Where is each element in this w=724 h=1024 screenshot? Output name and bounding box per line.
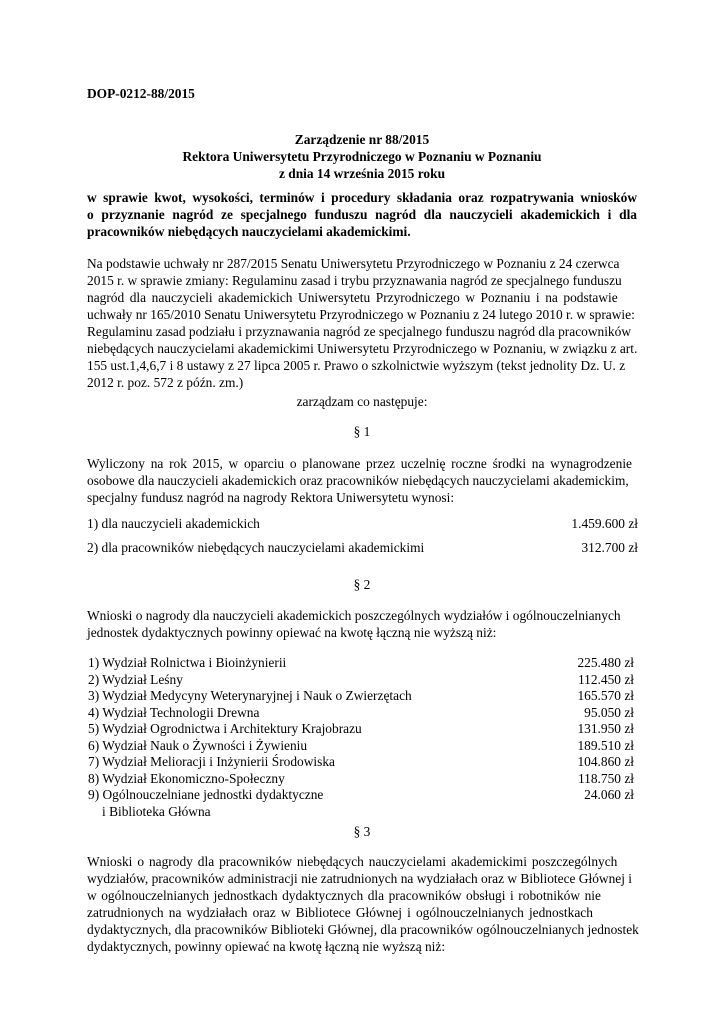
subject-line: pracowników niebędących nauczycielami akademickimi. [87, 224, 411, 239]
faculty-amount: 104.860 zł [577, 754, 634, 769]
fund-label: 2) dla pracowników niebędących nauczycielami akademickimi [87, 540, 425, 555]
fund-row [87, 539, 638, 556]
preamble-line: nagród dla nauczycieli akademickich Uniwersytetu Przyrodniczego w Poznaniu i na podstawie [87, 290, 618, 305]
faculty-amount: 112.450 zł [577, 671, 634, 687]
faculty-amount: 225.480 zł [577, 655, 634, 670]
preamble-line: uchwały nr 165/2010 Senatu Uniwersytetu Przyrodniczego w Poznaniu z 24 lutego 2010 r. w sprawie: [87, 307, 635, 322]
subject-line: o przyznanie nagród ze specjalnego funduszu nagród dla nauczycieli akademickich i dla [87, 207, 637, 222]
fund-amount: 312.700 zł [581, 540, 638, 555]
faculty-amount: 165.570 zł [577, 688, 634, 703]
faculty-row [88, 753, 634, 770]
faculty-label-continuation: i Biblioteka Główna [102, 803, 211, 819]
preamble-line: 155 ust.1,4,6,7 i 8 ustawy z 27 lipca 2005 r. Prawo o szkolnictwie wyższym (tekst jednolity Dz. U. z [87, 358, 626, 373]
paragraph-line: osobowe dla nauczycieli akademickich oraz pracowników niebędących nauczycielami akademickim, [87, 473, 629, 488]
subject-line: w sprawie kwot, wysokości, terminów i procedury składania oraz rozpatrywania wniosków [87, 190, 637, 205]
paragraph-line: jednostek dydaktycznych powinny opiewać na kwotę łączną nie wyższą niż: [87, 625, 497, 640]
faculty-label: 5) Wydział Ogrodnictwa i Architektury Krajobrazu [88, 721, 362, 736]
faculty-row [88, 720, 634, 737]
faculty-row [88, 687, 634, 704]
paragraph-line: Wyliczony na rok 2015, w oparciu o planowane przez uczelnię roczne środki na wynagrodzenie [87, 456, 632, 471]
paragraph-line: Wnioski o nagrody dla nauczycieli akademickich poszczególnych wydziałów i ogólnouczelnianych [87, 608, 621, 623]
title-line: z dnia 14 września 2015 roku [278, 166, 446, 181]
faculty-row [88, 786, 634, 803]
preamble-line: niebędących nauczycielami akademickimi Uniwersytetu Przyrodniczego w Poznaniu, w związku z art. [87, 341, 638, 356]
faculty-label: 7) Wydział Melioracji i Inżynierii Środowiska [88, 754, 335, 769]
paragraph-line: dydaktycznych, dla pracowników Biblioteki Głównej, dla pracowników ogólnouczelnianych jednostek [87, 922, 639, 937]
faculty-amount: 95.050 zł [584, 704, 634, 720]
fund-label: 1) dla nauczycieli akademickich [87, 516, 260, 531]
paragraph-line: specjalny fundusz nagród na nagrody Rektora Uniwersytetu wynosi: [87, 490, 455, 505]
faculty-label: 1) Wydział Rolnictwa i Bioinżynierii [88, 655, 287, 670]
title-line: Rektora Uniwersytetu Przyrodniczego w Poznaniu w Poznaniu [182, 149, 542, 164]
faculty-amount: 118.750 zł [577, 770, 634, 786]
section-1-heading: § 1 [353, 424, 371, 439]
faculty-amount: 189.510 zł [577, 737, 634, 753]
paragraph-line: wydziałów, pracowników administracji nie zatrudnionych na wydziałach oraz w Bibliotece Głównej i [87, 871, 632, 886]
paragraph-line: zatrudnionych na wydziałach oraz w Bibliotece Głównej i ogólnouczelnianych jednostkach [87, 905, 593, 920]
section-3-heading: § 3 [353, 824, 371, 839]
preamble [87, 255, 637, 391]
section-1-text [87, 455, 637, 506]
preamble-line: Regulaminu zasad podziału i przyznawania nagród ze specjalnego funduszu nagród dla pracowników [87, 324, 631, 339]
faculty-label: 2) Wydział Leśny [88, 671, 183, 687]
document-number: DOP-0212-88/2015 [87, 86, 195, 101]
document-subject [87, 189, 637, 240]
fund-row [87, 515, 638, 532]
faculty-amount: 24.060 zł [584, 787, 634, 802]
paragraph-line: w ogólnouczelnianych jednostkach dydaktycznych dla pracowników obsługi i robotników nie [87, 888, 601, 903]
faculty-row [88, 737, 634, 754]
order-phrase: zarządzam co następuje: [296, 394, 428, 409]
faculty-row [88, 770, 634, 787]
section-3-text [87, 853, 637, 955]
fund-amount: 1.459.600 zł [571, 516, 638, 531]
faculty-row [88, 654, 634, 671]
faculty-label: 9) Ogólnouczelniane jednostki dydaktyczne [88, 787, 324, 802]
faculty-label: 4) Wydział Technologii Drewna [88, 704, 260, 720]
section-2-text [87, 607, 637, 641]
preamble-line: 2012 r. poz. 572 z późn. zm.) [87, 375, 244, 390]
faculty-list [88, 654, 634, 819]
faculty-label: 8) Wydział Ekonomiczno-Społeczny [88, 770, 285, 786]
paragraph-line: dydaktycznych, powinny opiewać na kwotę łączną nie wyższą niż: [87, 939, 446, 954]
faculty-row [88, 671, 634, 688]
faculty-label: 6) Wydział Nauk o Żywności i Żywieniu [88, 737, 308, 753]
faculty-row [88, 704, 634, 721]
preamble-line: Na podstawie uchwały nr 287/2015 Senatu Uniwersytetu Przyrodniczego w Poznaniu z 24 czerwca [87, 256, 620, 271]
section-2-heading: § 2 [353, 577, 371, 592]
faculty-amount: 131.950 zł [577, 721, 634, 736]
title-line: Zarządzenie nr 88/2015 [294, 132, 430, 147]
preamble-line: 2015 r. w sprawie zmiany: Regulaminu zasad i trybu przyznawania nagród ze specjalnego funduszu [87, 273, 622, 288]
document-title [87, 131, 637, 182]
paragraph-line: Wnioski o nagrody dla pracowników niebędących nauczycielami akademickimi poszczególnych [87, 854, 618, 869]
faculty-label: 3) Wydział Medycyny Weterynaryjnej i Nauk o Zwierzętach [88, 688, 412, 703]
